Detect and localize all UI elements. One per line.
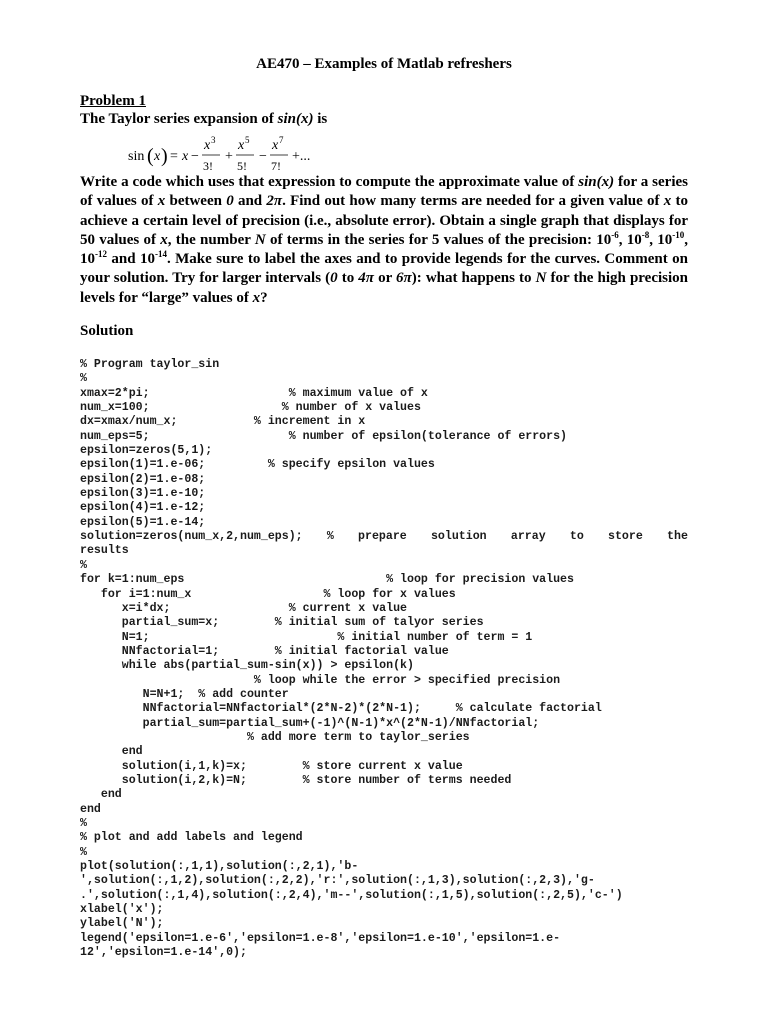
code-line: % bbox=[80, 558, 87, 572]
code-line: solution(i,1,k)=x; % store current x value bbox=[80, 759, 463, 773]
code-line: solution(i,2,k)=N; % store number of terms needed bbox=[80, 773, 512, 787]
stmt-var: x bbox=[157, 193, 166, 210]
stmt-var: x bbox=[663, 193, 672, 210]
document-title: AE470 – Examples of Matlab refreshers bbox=[256, 56, 512, 72]
stmt-var: 0 bbox=[330, 270, 338, 287]
stmt-text: between bbox=[165, 193, 227, 210]
code-line bbox=[80, 530, 688, 544]
code-word: solution bbox=[430, 530, 487, 544]
formula-x: x bbox=[182, 149, 189, 164]
code-word: the bbox=[667, 530, 688, 544]
stmt-text: , bbox=[618, 231, 627, 248]
stmt-text: and bbox=[107, 251, 140, 268]
code-word: array bbox=[510, 530, 546, 544]
stmt-text: , the number bbox=[167, 231, 255, 248]
precision-base: 10 bbox=[140, 251, 155, 268]
code-line: xmax=2*pi; % maximum value of x bbox=[80, 386, 428, 400]
stmt-text: or bbox=[374, 270, 397, 287]
precision-exponent: -14 bbox=[155, 249, 167, 260]
code-line: NNfactorial=1; % initial factorial value bbox=[80, 644, 449, 658]
formula-term3-exp: 7 bbox=[279, 135, 284, 145]
code-line: for k=1:num_eps % loop for precision values bbox=[80, 573, 574, 587]
problem-statement bbox=[80, 173, 688, 308]
code-line: 12','epsilon=1.e-14',0); bbox=[80, 946, 247, 960]
formula-term1-den: 3! bbox=[203, 159, 213, 173]
stmt-var: N bbox=[254, 231, 266, 248]
formula-term3-num: x bbox=[272, 138, 279, 153]
formula-minus-1: − bbox=[191, 149, 199, 164]
stmt-var: 2π bbox=[266, 193, 283, 210]
stmt-text: ): what happens to bbox=[411, 270, 536, 287]
formula-close-paren: ) bbox=[161, 145, 168, 167]
code-line: xlabel('x'); bbox=[80, 903, 164, 917]
stmt-text: to achieve a certain level of precision (i.e., absolute error). Obtain a single graph that displays for 50 values of bbox=[80, 193, 689, 248]
code-line: while abs(partial_sum-sin(x)) > epsilon(k) bbox=[80, 659, 414, 673]
code-line: epsilon=zeros(5,1); bbox=[80, 444, 213, 458]
stmt-var: x bbox=[252, 289, 261, 306]
stmt-text: . Make sure to label the axes and to provide legends for the curves. Comment on your solution. Try for larger intervals ( bbox=[80, 251, 688, 287]
precision-exponent: -10 bbox=[672, 229, 685, 240]
precision-base: 10 bbox=[626, 231, 642, 248]
code-word: prepare bbox=[358, 530, 407, 544]
code-line: for i=1:num_x % loop for x values bbox=[80, 587, 456, 601]
formula-term1-exp: 3 bbox=[211, 135, 216, 145]
formula-lhs-var: x bbox=[154, 149, 161, 164]
stmt-var: N bbox=[535, 270, 547, 287]
code-line: ylabel('N'); bbox=[80, 917, 164, 931]
code-line: epsilon(4)=1.e-12; bbox=[80, 501, 206, 515]
formula-term3-den: 7! bbox=[271, 159, 281, 173]
stmt-var: 4π bbox=[358, 270, 374, 287]
code-line: % add more term to taylor_series bbox=[80, 730, 470, 744]
code-line: end bbox=[80, 788, 122, 802]
code-line: results bbox=[80, 544, 129, 558]
stmt-text: to bbox=[337, 270, 359, 287]
stmt-text: of terms in the series for 5 values of the precision: bbox=[265, 231, 597, 248]
code-listing bbox=[80, 358, 688, 960]
stmt-text: ? bbox=[260, 289, 268, 306]
stmt-text: for a series of values of bbox=[80, 174, 688, 210]
code-line: dx=xmax/num_x; % increment in x bbox=[80, 415, 366, 429]
code-word: solution=zeros(num_x,2,num_eps); bbox=[80, 530, 303, 544]
formula-equals: = bbox=[170, 149, 178, 164]
formula-plus-1: + bbox=[225, 149, 233, 164]
solution-heading: Solution bbox=[80, 323, 134, 339]
code-line: ',solution(:,1,2),solution(:,2,2),'r:',solution(:,1,3),solution(:,2,3),'g- bbox=[80, 874, 595, 888]
code-line: % bbox=[80, 845, 87, 859]
stmt-var: 6π bbox=[396, 270, 412, 287]
code-line: epsilon(3)=1.e-10; bbox=[80, 487, 206, 501]
code-word: to bbox=[569, 530, 584, 544]
code-line: % Program taylor_sin bbox=[80, 358, 220, 371]
stmt-var: x bbox=[160, 231, 168, 248]
intro-function: sin(x) bbox=[277, 111, 314, 127]
code-line: % bbox=[80, 817, 87, 830]
intro-suffix: is bbox=[313, 111, 328, 127]
code-line: N=1; % initial number of term = 1 bbox=[80, 630, 533, 644]
code-line: end bbox=[80, 802, 101, 816]
formula-sin: sin bbox=[128, 149, 145, 164]
code-line: end bbox=[80, 745, 143, 759]
stmt-text: and bbox=[233, 193, 267, 210]
formula-open-paren: ( bbox=[147, 145, 154, 167]
formula-term1-num: x bbox=[204, 138, 211, 153]
stmt-text: , bbox=[684, 231, 689, 248]
code-line: epsilon(5)=1.e-14; bbox=[80, 515, 206, 529]
code-word: % bbox=[326, 530, 334, 544]
code-line: epsilon(1)=1.e-06; % specify epsilon values bbox=[80, 458, 435, 472]
precision-base: 10 bbox=[80, 251, 95, 268]
code-line: NNfactorial=NNfactorial*(2*N-2)*(2*N-1); % calculate factorial bbox=[80, 702, 602, 716]
precision-base: 10 bbox=[596, 231, 612, 248]
code-line: partial_sum=x; % initial sum of talyor series bbox=[80, 616, 484, 630]
code-line: num_x=100; % number of x values bbox=[80, 401, 421, 415]
problem-heading: Problem 1 bbox=[80, 93, 146, 109]
stmt-text: . Find out how many terms are needed for a given value of bbox=[282, 193, 664, 210]
stmt-text: , bbox=[649, 231, 658, 248]
code-line: legend('epsilon=1.e-6','epsilon=1.e-8','epsilon=1.e-10','epsilon=1.e- bbox=[80, 931, 561, 945]
code-word: store bbox=[608, 530, 643, 544]
precision-exponent: -6 bbox=[611, 229, 619, 240]
code-line: N=N+1; % add counter bbox=[80, 687, 289, 701]
code-line: % loop while the error > specified precision bbox=[80, 673, 561, 687]
code-line: partial_sum=partial_sum+(-1)^(N-1)*x^(2*N-1)/NNfactorial; bbox=[80, 716, 540, 730]
code-line: % bbox=[80, 372, 87, 386]
code-line: x=i*dx; % current x value bbox=[80, 601, 407, 615]
stmt-text: for the high precision levels for “large” values of bbox=[80, 270, 689, 306]
intro-line bbox=[80, 111, 327, 128]
code-line: % plot and add labels and legend bbox=[80, 831, 303, 845]
code-line: num_eps=5; % number of epsilon(tolerance of errors) bbox=[80, 429, 568, 443]
precision-base: 10 bbox=[657, 231, 673, 248]
code-line: .',solution(:,1,4),solution(:,2,4),'m--',solution(:,1,5),solution(:,2,5),'c-') bbox=[80, 888, 623, 902]
formula-term2-exp: 5 bbox=[245, 135, 250, 145]
precision-exponent: -12 bbox=[95, 249, 107, 260]
taylor-formula bbox=[128, 132, 328, 176]
stmt-sin: sin(x) bbox=[578, 174, 615, 190]
precision-exponent: -8 bbox=[641, 229, 650, 240]
stmt-var: 0 bbox=[226, 193, 234, 210]
code-line: epsilon(2)=1.e-08; bbox=[80, 472, 206, 486]
formula-term2-den: 5! bbox=[237, 159, 247, 173]
stmt-text: Write a code which uses that expression to compute the approximate value of bbox=[80, 174, 579, 190]
formula-term2-num: x bbox=[238, 138, 245, 153]
code-line: plot(solution(:,1,1),solution(:,2,1),'b- bbox=[80, 860, 359, 874]
formula-tail: +... bbox=[292, 149, 311, 164]
formula-minus-2: − bbox=[259, 149, 267, 164]
intro-prefix: The Taylor series expansion of bbox=[80, 111, 278, 127]
